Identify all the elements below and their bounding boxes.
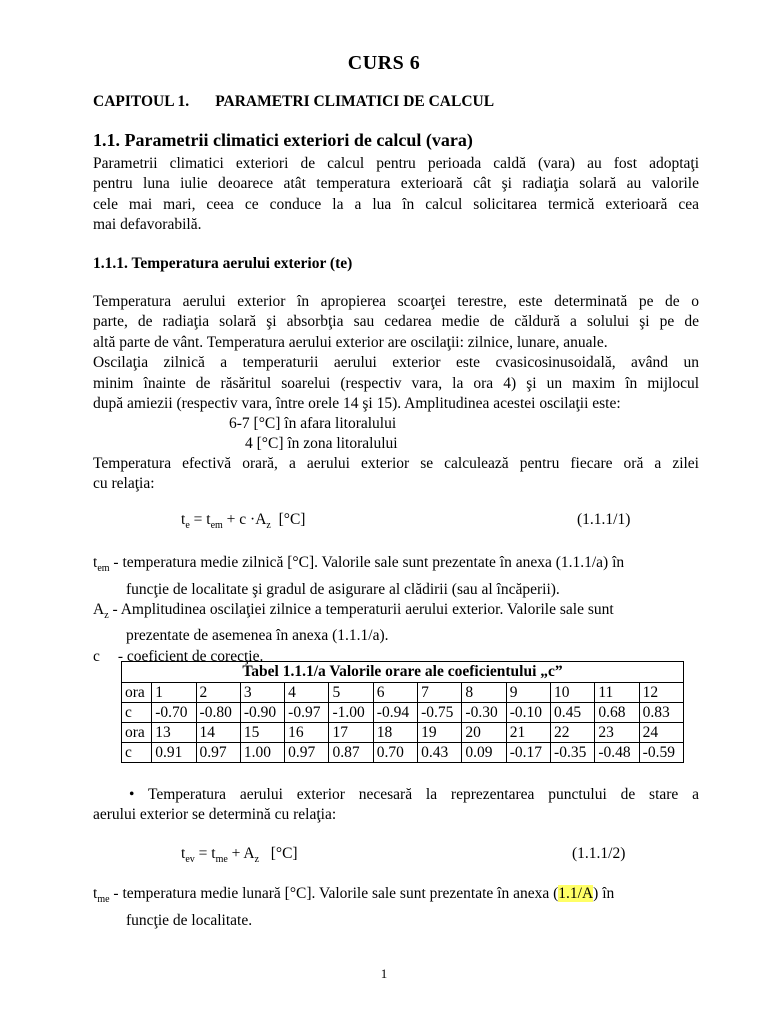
text-line: Parametrii climatici exteriori de calcul pentru perioada caldă (vara) au fost adoptaţi [93, 155, 699, 172]
row-label-cell: c [122, 743, 152, 763]
page-number: 1 [380, 966, 388, 981]
table-row [122, 703, 684, 723]
subsection-heading: 1.1.1. Temperatura aerului exterior (te) [93, 255, 353, 272]
table-cell: -0.30 [462, 703, 506, 723]
table-row [122, 683, 684, 703]
table-cell: 6 [373, 683, 417, 703]
table-cell: 1 [152, 683, 196, 703]
bullet-paragraph [93, 785, 699, 826]
hourly-paragraph [93, 454, 699, 495]
table-cell: -0.80 [196, 703, 240, 723]
table-caption: Tabel 1.1.1/a Valorile orare ale coeficientului „c” [122, 662, 684, 683]
table-cell: -0.75 [418, 703, 462, 723]
chapter-number: CAPITOUL 1. [93, 93, 190, 110]
text-line: cele mai mari, ceea ce conduce la a lua în calcul solicitarea termică exterioară cea [93, 195, 699, 213]
chapter-heading [93, 93, 494, 111]
formula-1: $t_e = t_{em} + c \cdot A_z$ [°C] [181, 511, 306, 532]
definition-tme: $t_{me}$ - temperatura medie lunară [°C]. Valorile sale sunt prezentate în anexa (1.1/A) în funcţie de localitate. [93, 885, 615, 929]
text-line: Temperatura efectivă orară, a aerului exterior se calculează pentru fiecare oră a zilei [93, 455, 699, 472]
table-cell: 19 [418, 723, 462, 743]
table-cell: 9 [506, 683, 550, 703]
text-line: mai defavorabilă. [93, 216, 202, 234]
table-cell: 7 [418, 683, 462, 703]
table-cell: 15 [240, 723, 284, 743]
table-cell: 20 [462, 723, 506, 743]
table-cell: -0.94 [373, 703, 417, 723]
table-cell: 3 [240, 683, 284, 703]
table-cell: 0.09 [462, 743, 506, 763]
table-cell: 0.83 [639, 703, 683, 723]
definitions-list [93, 553, 703, 667]
formula-1-ref: (1.1.1/1) [577, 511, 631, 528]
table-cell: 23 [595, 723, 639, 743]
coefficient-table [121, 661, 684, 763]
formula-2: $t_{ev} = t_{me} + A_z$ [°C] [181, 845, 298, 866]
amplitude-coast: 4 [°C] în zona litoralului [245, 435, 398, 452]
definition-az: $A_z$ - Amplitudinea oscilaţiei zilnice a temperaturii aerului exterior. Valorile sale sunt prezentate de asemenea în anexa (1.1.1/a). [93, 600, 614, 645]
table-cell: -0.97 [285, 703, 329, 723]
table-cell: 14 [196, 723, 240, 743]
text-line: altă parte de vânt. Temperatura aerului exterior are oscilaţii: zilnice, lunare, anuale. [93, 333, 608, 351]
table-cell: 0.43 [418, 743, 462, 763]
page-title: CURS 6 [347, 52, 421, 74]
table-cell: 16 [285, 723, 329, 743]
formula-2-ref: (1.1.1/2) [572, 845, 626, 862]
table-cell: 0.70 [373, 743, 417, 763]
table-cell: 0.87 [329, 743, 373, 763]
table-cell: 11 [595, 683, 639, 703]
table-cell: 17 [329, 723, 373, 743]
table-cell: 24 [639, 723, 683, 743]
table-cell: 0.97 [285, 743, 329, 763]
body-paragraph [93, 292, 699, 414]
definition-c: c - coeficient de corecţie. [93, 647, 264, 665]
table-cell: -0.10 [506, 703, 550, 723]
table-cell: 0.45 [551, 703, 595, 723]
table-cell: 0.91 [152, 743, 196, 763]
table-row [122, 743, 684, 763]
text-line: după amiezii (respectiv vara, între orele 14 şi 15). Amplitudinea acestei oscilaţii este: [93, 395, 621, 413]
table-cell: -0.70 [152, 703, 196, 723]
text-line: pentru luna iulie deoarece atât temperatura exterioară cât şi radiaţia solară au valorile [93, 175, 699, 193]
table-cell: 5 [329, 683, 373, 703]
text-line: minim înainte de răsăritul soarelui (respectiv vara, la ora 4) şi un maxim în mijlocul [93, 374, 699, 392]
text-line: aerului exterior se determină cu relaţia: [93, 806, 337, 824]
table-cell: 10 [551, 683, 595, 703]
table-cell: 0.97 [196, 743, 240, 763]
section-heading: 1.1. Parametrii climatici exteriori de calcul (vara) [93, 130, 473, 150]
text-line: • Temperatura aerului exterior necesară la reprezentarea punctului de stare a [129, 786, 699, 803]
row-label-cell: ora [122, 683, 152, 703]
table-cell: -0.59 [639, 743, 683, 763]
text-line: Temperatura aerului exterior în apropierea scoarţei terestre, este determinată pe de o [93, 293, 699, 310]
intro-paragraph [93, 154, 699, 236]
table-cell: 22 [551, 723, 595, 743]
table-cell: 8 [462, 683, 506, 703]
table-cell: -0.90 [240, 703, 284, 723]
text-line: Oscilaţia zilnică a temperaturii aerului exterior este cvasicosinusoidală, având un [93, 354, 699, 372]
table-cell: 0.68 [595, 703, 639, 723]
row-label-cell: c [122, 703, 152, 723]
table-cell: 18 [373, 723, 417, 743]
table-cell: 1.00 [240, 743, 284, 763]
table-cell: 21 [506, 723, 550, 743]
amplitude-inland: 6-7 [°C] în afara litoralului [229, 415, 397, 432]
text-line: cu relaţia: [93, 475, 155, 493]
highlighted-annex-ref: 1.1/A [558, 885, 594, 902]
chapter-name: PARAMETRI CLIMATICI DE CALCUL [215, 93, 495, 110]
row-label-cell: ora [122, 723, 152, 743]
table-cell: -0.35 [551, 743, 595, 763]
table-cell: 4 [285, 683, 329, 703]
table-cell: -0.48 [595, 743, 639, 763]
table-row [122, 723, 684, 743]
table-cell: 12 [639, 683, 683, 703]
definition-tem: $t_{em}$ - temperatura medie zilnică [°C]. Valorile sale sunt prezentate în anexa (1.1.1/a) în funcţie de localitate şi gradul de asigurare al clădirii (sau al încăperii). [93, 554, 625, 598]
table-cell: 13 [152, 723, 196, 743]
table-cell: -0.17 [506, 743, 550, 763]
text-line: parte, de radiaţia solară şi absorbţia sau cedarea medie de căldură a solului şi pe de [93, 313, 699, 331]
table-cell: -1.00 [329, 703, 373, 723]
table-cell: 2 [196, 683, 240, 703]
